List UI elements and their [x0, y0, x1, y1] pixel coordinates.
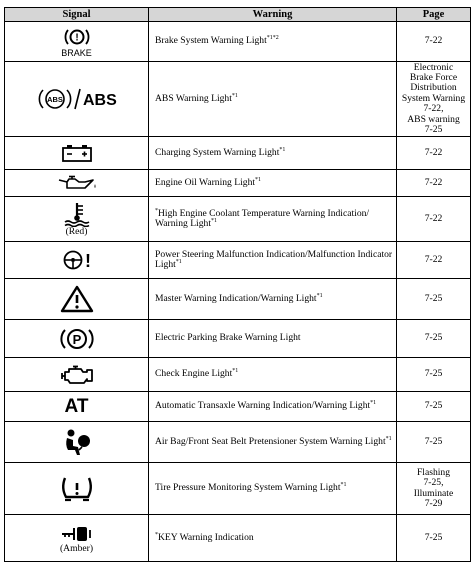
warning-cell	[149, 320, 397, 358]
signal-cell	[5, 358, 149, 392]
warning-text: High Engine Coolant Temperature Warning Indication/ Warning Light	[155, 207, 370, 229]
airbag-icon	[61, 428, 93, 456]
footnote-mark: *1	[316, 292, 323, 299]
warning-text: Automatic Transaxle Warning Indication/Warning Light	[155, 400, 371, 412]
page-line: 7-25	[424, 124, 443, 136]
table-row	[5, 170, 471, 197]
warning-text: Power Steering Malfunction Indication/Malfunction Indicator Light	[155, 248, 393, 270]
table-row	[5, 279, 471, 320]
page-cell: 7-22	[397, 170, 471, 197]
page-cell: 7-25	[397, 515, 471, 562]
abs-warning-icon	[35, 85, 119, 113]
footnote-mark: *1	[232, 368, 239, 375]
header-signal: Signal	[5, 8, 149, 22]
page-line: Distribution	[410, 82, 457, 94]
footnote-mark: *1*2	[266, 35, 279, 42]
warning-text: Electric Parking Brake Warning Light	[155, 332, 301, 344]
page-line: 7-22,	[423, 103, 444, 115]
battery-icon	[59, 143, 95, 163]
warning-cell	[149, 515, 397, 562]
table-row	[5, 242, 471, 279]
key-warning-icon	[59, 522, 95, 544]
warning-cell	[149, 358, 397, 392]
svg-text:!: !	[74, 32, 79, 43]
page-cell	[397, 463, 471, 515]
footnote-prefix: *	[155, 207, 158, 214]
parking-brake-icon	[57, 325, 97, 353]
signal-cell	[5, 422, 149, 463]
page-line: 7-29	[424, 497, 443, 509]
table-header-row	[5, 8, 471, 22]
warning-text: Brake System Warning Light	[155, 35, 267, 47]
warning-text: Charging System Warning Light	[155, 146, 280, 158]
warning-cell	[149, 62, 397, 137]
brake-warning-icon	[57, 26, 97, 50]
table-row	[5, 22, 471, 62]
signal-cell	[5, 197, 149, 242]
page-line: Illuminate	[413, 487, 454, 499]
page-line: ABS warning	[407, 113, 460, 125]
page-cell: 7-25	[397, 422, 471, 463]
warning-cell	[149, 279, 397, 320]
table-row	[5, 515, 471, 562]
footnote-prefix: *	[155, 531, 158, 538]
table-row	[5, 463, 471, 515]
table-row	[5, 320, 471, 358]
warning-text: Engine Oil Warning Light	[155, 176, 256, 188]
page-cell: 7-25	[397, 358, 471, 392]
table-row	[5, 392, 471, 422]
page-line: Electronic	[413, 61, 454, 73]
page-cell: 7-25	[397, 392, 471, 422]
warning-cell	[149, 463, 397, 515]
warning-cell	[149, 170, 397, 197]
header-warning: Warning	[149, 8, 397, 22]
page-cell: 7-22	[397, 137, 471, 170]
table-row	[5, 137, 471, 170]
page-cell: 7-22	[397, 242, 471, 279]
steering-wheel-warning-icon	[57, 248, 97, 272]
signal-cell	[5, 320, 149, 358]
svg-text:!: !	[84, 251, 91, 271]
footnote-mark: *1	[279, 146, 286, 153]
page-line: Flashing	[416, 466, 451, 478]
table-row	[5, 62, 471, 137]
warning-cell	[149, 22, 397, 62]
tire-pressure-icon	[59, 474, 95, 504]
footnote-mark: *1	[231, 92, 238, 99]
check-engine-icon	[59, 364, 95, 386]
coolant-temperature-icon	[62, 201, 92, 227]
signal-cell	[5, 22, 149, 62]
signal-cell	[5, 392, 149, 422]
footnote-mark: *1	[255, 176, 262, 183]
page-cell: 7-25	[397, 279, 471, 320]
warning-cell	[149, 197, 397, 242]
abs-icon-label: ABS	[82, 92, 117, 109]
header-page: Page	[397, 8, 471, 22]
warning-lights-table	[4, 7, 471, 562]
warning-text: ABS Warning Light	[155, 92, 232, 104]
footnote-mark: *1	[210, 217, 217, 224]
signal-cell	[5, 242, 149, 279]
footnote-mark: *1	[385, 435, 392, 442]
page-line: System Warning	[401, 92, 466, 104]
color-note: (Amber)	[59, 543, 94, 554]
svg-text:ABS: ABS	[46, 95, 63, 104]
warning-text: Air Bag/Front Seat Belt Pretensioner System Warning Light	[155, 435, 386, 447]
page-cell: 7-22	[397, 197, 471, 242]
warning-text: Tire Pressure Monitoring System Warning Light	[155, 482, 341, 494]
warning-cell	[149, 422, 397, 463]
table-row	[5, 358, 471, 392]
page-cell	[397, 62, 471, 137]
color-note: (Red)	[65, 226, 88, 237]
signal-cell	[5, 137, 149, 170]
footnote-mark: *1	[340, 482, 347, 489]
footnote-mark: *1	[370, 400, 377, 407]
warning-text: KEY Warning Indication	[158, 531, 254, 543]
page-cell: 7-25	[397, 320, 471, 358]
footnote-mark: *1	[175, 258, 182, 265]
warning-cell	[149, 137, 397, 170]
at-text-icon: AT	[64, 395, 89, 417]
table-row	[5, 197, 471, 242]
signal-cell	[5, 62, 149, 137]
signal-cell	[5, 279, 149, 320]
oil-can-icon	[55, 174, 99, 192]
page-cell: 7-22	[397, 22, 471, 62]
parking-brake-label: P	[72, 331, 81, 347]
warning-cell	[149, 392, 397, 422]
page-line: Brake Force	[409, 71, 458, 83]
warning-text: Check Engine Light	[155, 368, 233, 380]
warning-text: Master Warning Indication/Warning Light	[155, 292, 317, 304]
master-warning-triangle-icon	[60, 285, 94, 313]
page-line: 7-25,	[423, 477, 444, 489]
signal-cell	[5, 515, 149, 562]
brake-icon-label: BRAKE	[61, 47, 92, 58]
table-row	[5, 422, 471, 463]
signal-cell	[5, 463, 149, 515]
warning-cell	[149, 242, 397, 279]
signal-cell	[5, 170, 149, 197]
